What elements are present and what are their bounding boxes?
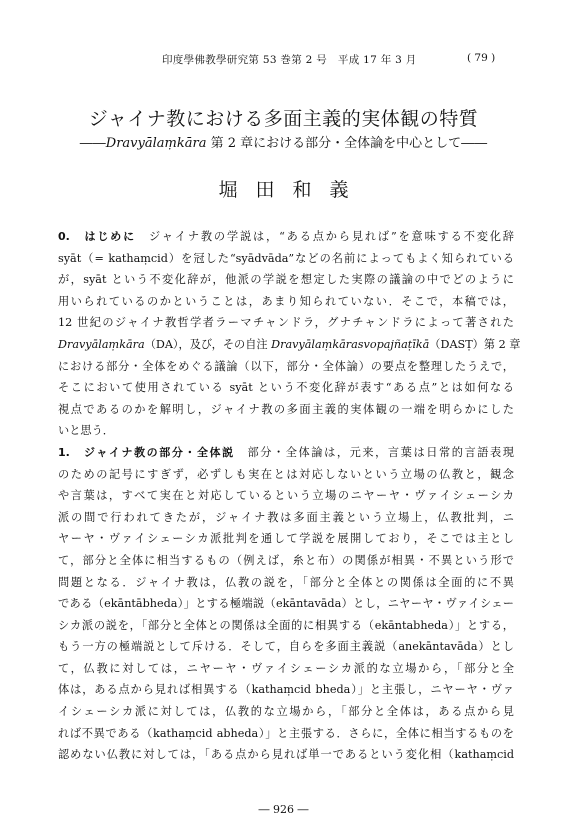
text-span: 認めない仏教に対しては，「ある点から見れば単一であるという変化相（kathaṃcid (58, 748, 514, 762)
text-line (58, 464, 514, 486)
running-header (0, 52, 567, 70)
text-line (58, 723, 514, 745)
text-span: もう一方の極端説として斥ける．そして，自らを多面主義説（anekāntavāda）とし (58, 640, 514, 654)
italic-title: Dravyālaṃkāra (58, 337, 145, 351)
section-heading: 1. ジャイナ教の部分・全体説 (58, 445, 235, 459)
text-span: （DA），及び，その自注 (144, 337, 272, 351)
text-line (58, 528, 514, 550)
text-span: が，syāt という不変化辞が，他派の学説を想定した実際の議論の中でどのように (58, 273, 514, 287)
text-span: いと思う． (58, 424, 114, 438)
text-line (58, 636, 514, 658)
text-line (58, 248, 514, 270)
text-line (58, 507, 514, 529)
text-line (58, 420, 514, 442)
text-line (58, 269, 514, 291)
author-name: 堀田和義 (218, 179, 367, 201)
text-span: れば不異である（kathaṃcid abheda）」と主張する．さらに，全体に相当するものを (58, 726, 514, 740)
text-line (58, 377, 514, 399)
text-span: 体は，ある点から見れば相異する（kathaṃcid bheda）」と主張し，ニヤーヤ・ヴァ (58, 683, 514, 697)
text-span: である（ekāntābheda）」とする極端説（ekāntavāda）とし，ニヤーヤ・ヴァイシェー (58, 597, 514, 611)
text-span: 派の間で行われてきたが，ジャイナ教は多面主義という立場上，仏教批判，ニ (58, 510, 514, 524)
text-line (58, 744, 514, 766)
text-span: イシェーシカ派に対しては，仏教的な立場から，「部分と全体は，ある点から見 (58, 705, 514, 719)
text-span: ジャイナ教の学説は，“ある点から見れば”を意味する不変化辞 (135, 230, 514, 243)
subtitle-dash: ―― (79, 136, 106, 151)
paper-title: ジャイナ教における多面主義的実体観の特質 (88, 108, 479, 130)
journal-citation: 印度學佛教學研究第 53 巻第 2 号 平成 17 年 3 月 (162, 54, 417, 66)
journal-page-number: ( 79 ) (467, 52, 496, 64)
text-span: そこにおいて使用されている syāt という不変化辞が表す“ある点”とは如何なる (58, 381, 514, 395)
text-line (58, 572, 514, 594)
text-span: シカ派の説を，「部分と全体との関係は全面的に相異する（ekāntabheda）」とする， (58, 618, 514, 632)
body-text (58, 226, 521, 766)
text-span: て，仏教に対しては，ニヤーヤ・ヴァイシェーシカ派的な立場から，「部分と全 (58, 661, 514, 675)
text-span: や言葉は，すべて実在と対応しているという立場のニヤーヤ・ヴァイシェーシカ (58, 489, 514, 503)
text-span: 用いられているのかということは，あまり知られていない．そこで，本稿では， (58, 294, 514, 308)
text-line (58, 291, 514, 313)
paper-subtitle (0, 132, 567, 151)
text-line (58, 593, 514, 615)
subtitle-rest: 第 2 章における部分・全体論を中心として―― (206, 136, 488, 151)
text-line (58, 226, 514, 248)
text-line (58, 334, 521, 356)
text-line (58, 442, 514, 464)
text-span: （DASṬ）第 2 章 (429, 337, 521, 351)
text-span: syāt（= kathaṃcid）を冠した“syādvāda”などの名前によってもよく知られている (58, 251, 514, 265)
text-line (58, 356, 514, 378)
text-line (58, 399, 514, 421)
text-span: 部分・全体論は，元来，言葉は日常的言語表現 (234, 445, 514, 459)
page-footer-number: ― 926 ― (258, 803, 309, 816)
text-line (58, 658, 514, 680)
text-line (58, 485, 514, 507)
text-line (58, 701, 514, 723)
text-line (58, 615, 514, 637)
section-heading: 0. はじめに (58, 230, 136, 243)
text-line (58, 312, 514, 334)
text-span: 12 世紀のジャイナ教哲学者ラーマチャンドラ，グナチャンドラによって著された (58, 316, 514, 330)
subtitle-work-title: Dravyālaṃkāra (105, 136, 207, 151)
text-span: ヤーヤ・ヴァイシェーシカ派批判を通して学説を展開しており，そこでは主とし (58, 532, 514, 546)
text-span: のための記号にすぎず，必ずしも実在とは対応しないという立場の仏教と，観念 (58, 467, 514, 481)
text-line (58, 550, 514, 572)
text-line (58, 679, 514, 701)
italic-title: Dravyālaṃkārasvopajñaṭīkā (271, 337, 430, 351)
text-span: 問題となる．ジャイナ教は，仏教の説を，「部分と全体との関係は全面的に不異 (58, 575, 514, 589)
text-span: て，部分と全体に相当するもの（例えば，糸と布）の関係が相異・不異という形で (58, 553, 514, 567)
text-span: における部分・全体をめぐる議論（以下，部分・全体論）の要点を整理したうえで， (58, 359, 514, 373)
text-span: 視点であるのかを解明し，ジャイナ教の多面主義的実体観の一端を明らかにした (58, 402, 514, 416)
